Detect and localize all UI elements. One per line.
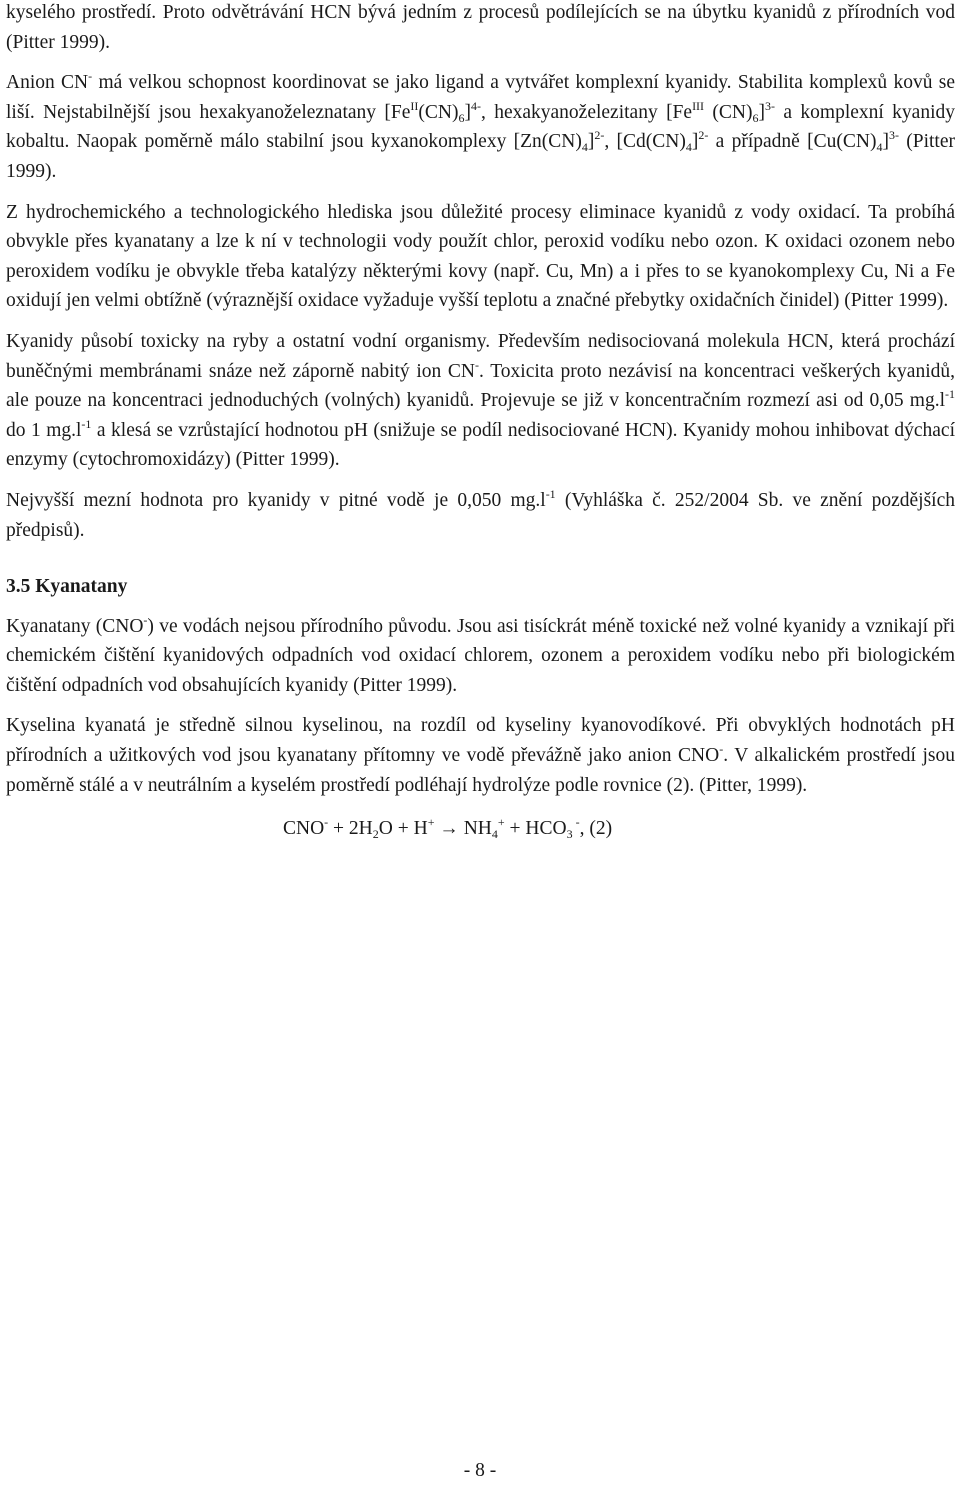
paragraph-2 xyxy=(6,68,955,186)
chemical-equation xyxy=(6,814,955,844)
superscript: + xyxy=(427,815,435,830)
subscript: 3 xyxy=(566,827,573,842)
text-run: (Pitter 1999). xyxy=(6,131,955,182)
superscript: - xyxy=(475,357,480,372)
superscript: - xyxy=(572,815,580,830)
paragraph-3 xyxy=(6,198,955,316)
text-run: do 1 mg.l xyxy=(6,419,82,441)
text-run: ] xyxy=(691,131,699,153)
text-run: Nejvyšší mezní hodnota pro kyanidy v pitné vodě je 0,050 mg.l xyxy=(6,489,546,511)
text-run: CNO xyxy=(283,818,325,840)
text-run: (CN) xyxy=(418,101,459,123)
text-run: Kyanidy působí toxicky na ryby a ostatní vodní organismy. Především nedisociovaná molekula HCN, která prochází buněčnými membránami snáze než záporně nabitý ion CN xyxy=(6,330,955,382)
subscript: 2 xyxy=(372,827,379,842)
subscript: 6 xyxy=(752,110,759,125)
superscript: -1 xyxy=(945,387,955,402)
superscript: II xyxy=(410,98,419,113)
superscript: III xyxy=(692,98,705,113)
paragraph-4 xyxy=(6,327,955,475)
text-run: má velkou schopnost koordinovat se jako ligand a vytvářet komplexní kyanidy. Stabilita komplexů kovů se liší. Nejstabilnější jsou hexakyanoželeznatany [Fe xyxy=(6,72,955,123)
superscript: 2- xyxy=(698,128,709,143)
subscript: 4 xyxy=(491,827,498,842)
text-run: Kyanatany (CNO xyxy=(6,615,144,637)
paragraph-1 xyxy=(6,0,955,57)
text-run: O + H xyxy=(378,818,428,840)
text-run: (CN) xyxy=(704,101,753,123)
text-run: ) ve vodách nejsou přírodního původu. Jsou asi tisíckrát méně toxické než volné kyanidy a vznikají při chemickém čištění kyanidových odpadních vod oxidací chlorem, ozonem a peroxidem vodíku nebo při biologickém čištění odpadních vod obsahujících kyanidy (Pitter 1999). xyxy=(6,615,955,696)
page-content xyxy=(6,0,955,844)
superscript: -1 xyxy=(545,486,556,501)
paragraph-5 xyxy=(6,486,955,545)
text-run: Kyselina kyanatá je středně silnou kyselinou, na rozdíl od kyseliny kyanovodíkové. Při obvyklých hodnotách pH přírodních a užitkových vod jsou kyanatany přítomny ve vodě převážně jako anion CNO xyxy=(6,715,955,767)
text-run: . Toxicita proto nezávisí na koncentraci veškerých kyanidů, ale pouze na koncentraci jednoduchých (volných) kyanidů. Projevuje se již v koncentračním rozmezí asi od 0,05 mg.l xyxy=(6,360,955,412)
subscript: 4 xyxy=(581,140,588,155)
text-run: , hexakyanoželezitany [Fe xyxy=(480,101,693,123)
text-run: a komplexní kyanidy kobaltu. Naopak poměrně málo stabilní jsou kyxanokomplexy [Zn(CN) xyxy=(6,101,955,153)
text-run: , (2) xyxy=(579,818,613,840)
text-run: a klesá se vzrůstající hodnotou pH (snižuje se podíl nedisociované HCN). Kyanidy mohou inhibovat dýchací enzymy (cytochromoxidázy) (Pitter 1999). xyxy=(6,419,955,471)
text-run: , [Cd(CN) xyxy=(604,131,686,153)
text-run: ] xyxy=(882,131,889,153)
superscript: - xyxy=(143,612,148,627)
text-run: ] xyxy=(464,101,471,123)
subscript: 4 xyxy=(685,140,692,155)
superscript: - xyxy=(719,742,724,757)
superscript: 2- xyxy=(594,128,605,143)
text-run: → NH xyxy=(434,818,492,840)
page-number: - 8 - xyxy=(463,1460,497,1481)
subscript: 6 xyxy=(458,110,465,125)
superscript: - xyxy=(324,815,329,830)
paragraph-6 xyxy=(6,612,955,701)
superscript: -1 xyxy=(81,416,92,431)
text-run: + HCO xyxy=(504,818,567,840)
text-run: . V alkalickém prostředí jsou poměrně stálé a v neutrálním a kyselém prostředí podléhají hydrolýze podle rovnice (2). (Pitter, 1999). xyxy=(6,745,955,796)
paragraph-7 xyxy=(6,711,955,800)
text-run: ] xyxy=(587,131,595,153)
paragraph-3-text: Z hydrochemického a technologického hlediska jsou důležité procesy eliminace kyanidů z vody oxidací. Ta probíhá obvykle přes kyanatany a lze k ní v technologii vody použít chlor, peroxid vodíku nebo ozon. K oxidaci ozonem nebo peroxidem vodíku je obvykle třeba katalýzy některými kovy (např. Cu, Mn) a i přes to se kyanokomplexy Cu, Ni a Fe oxidují jen velmi obtížně (výraznější oxidace vyžaduje vyšší teplotu a značné přebytky oxidačních činidel) (Pitter 1999). xyxy=(6,201,955,312)
text-run: a případně [Cu(CN) xyxy=(708,131,877,153)
text-run: (Vyhláška č. 252/2004 Sb. ve znění pozdějších předpisů). xyxy=(6,489,955,541)
text-run: + 2H xyxy=(328,818,373,840)
section-heading: 3.5 Kyanatany xyxy=(6,576,128,598)
superscript: 3- xyxy=(765,98,776,113)
text-run: Anion CN xyxy=(6,72,89,94)
subscript: 4 xyxy=(876,140,883,155)
paragraph-1-text: kyselého prostředí. Proto odvětrávání HCN bývá jedním z procesů podílejících se na úbytku kyanidů z přírodních vod (Pitter 1999). xyxy=(6,2,955,53)
superscript: + xyxy=(497,815,505,830)
text-run: ] xyxy=(758,101,766,123)
superscript: 4- xyxy=(470,98,481,113)
superscript: 3- xyxy=(888,128,899,143)
superscript: - xyxy=(88,69,93,84)
